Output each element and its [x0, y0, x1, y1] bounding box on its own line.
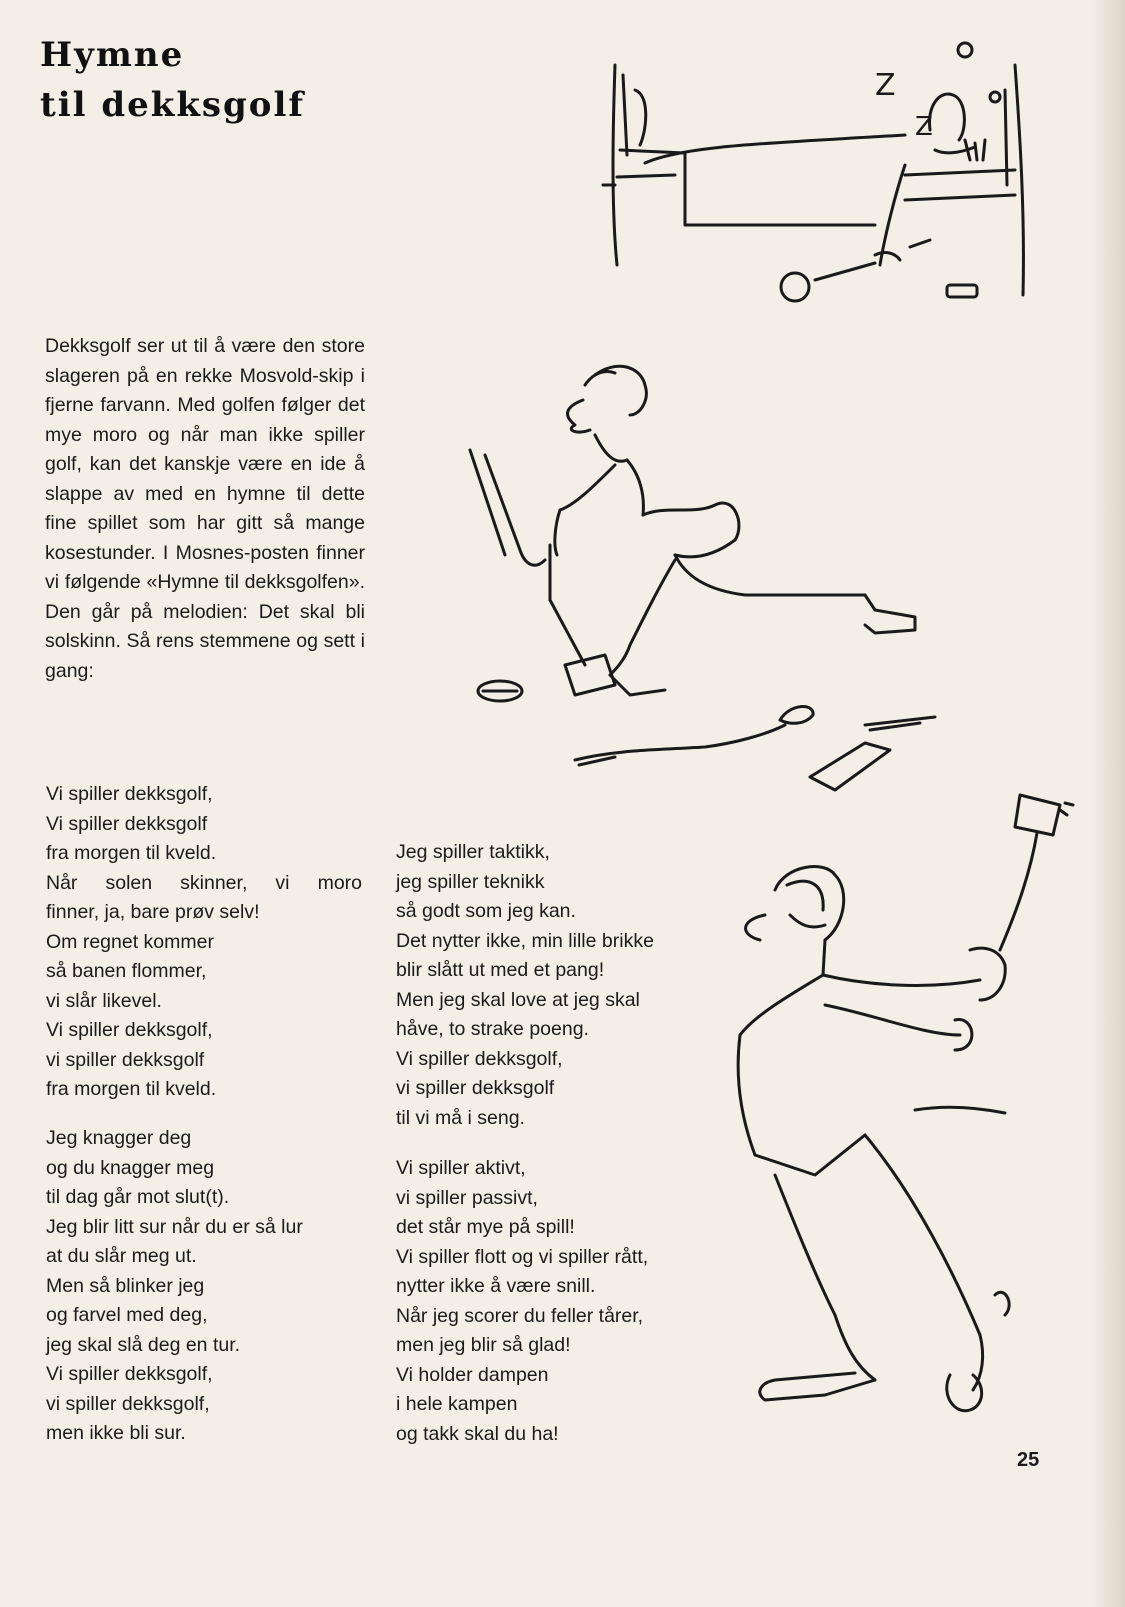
stanza-line: og takk skal du ha!	[396, 1422, 559, 1445]
crouching-golfer-drawing	[465, 355, 945, 715]
stanza-line: det står mye på spill!	[396, 1216, 575, 1238]
stanza-line: nytter ikke å være snill.	[396, 1275, 596, 1297]
stanza-3	[396, 838, 726, 1133]
article-title	[40, 30, 305, 130]
stanza-2	[46, 1124, 376, 1449]
stanza-line: at du slår meg ut.	[46, 1245, 197, 1267]
stanza-line: men jeg blir så glad!	[396, 1334, 571, 1356]
stanza-line: og farvel med deg,	[46, 1304, 208, 1326]
page-number: 25	[1017, 1449, 1040, 1471]
intro-paragraph: Dekksgolf ser ut til å være den store slageren på en rekke Mosvold-skip i fjerne farvann. Med golfen følger det mye moro og når man ikke spiller golf, kan det kanskje være en ide å slappe av med en hymne til dette fine spillet som har gitt så mange kosestunder. I Mosnes-posten finner vi følgende «Hymne til dekksgolfen». Den går på melodien: Det skal bli solskinn. Så rens stemmene og sett i gang:	[45, 335, 365, 682]
cheering-golfer-drawing	[715, 775, 1085, 1425]
stanza-line: så banen flommer,	[46, 960, 207, 982]
stanza-line: fra morgen til kveld.	[46, 1078, 217, 1100]
snore-z-2: Z	[915, 112, 933, 142]
stanza-line: fra morgen til kveld.	[46, 842, 217, 864]
stanza-line: vi spiller dekksgolf	[396, 1077, 555, 1099]
stanza-line: Vi holder dampen	[396, 1363, 549, 1386]
stanza-line: Når jeg scorer du feller tårer,	[396, 1304, 644, 1327]
stanza-line: Jeg spiller taktikk,	[396, 841, 550, 863]
stanza-line: Jeg blir litt sur når du er så lur	[46, 1215, 303, 1238]
stanza-line: Når solen skinner, vi moro	[46, 871, 362, 894]
stanza-line: jeg skal slå deg en tur.	[46, 1333, 241, 1356]
stanza-line: jeg spiller teknikk	[396, 870, 545, 893]
stanza-4	[396, 1154, 726, 1449]
stanza-line: finner, ja, bare prøv selv!	[46, 901, 260, 923]
stanza-line: til vi må i seng.	[396, 1106, 525, 1129]
stanza-line: til dag går mot slut(t).	[46, 1186, 230, 1208]
stanza-line: så godt som jeg kan.	[396, 900, 576, 922]
stanza-line: vi spiller dekksgolf	[46, 1048, 205, 1071]
title-line-2: til dekksgolf	[40, 85, 306, 125]
stanza-line: og du knagger meg	[46, 1156, 215, 1179]
snore-z-1: Z	[875, 68, 896, 103]
stanza-1	[46, 780, 366, 1105]
stanza-line: Vi spiller flott og vi spiller rått,	[396, 1245, 649, 1268]
stanza-line: Vi spiller dekksgolf,	[46, 1363, 213, 1385]
stanza-line: Vi spiller dekksgolf,	[46, 783, 213, 805]
stanza-line: Men så blinker jeg	[46, 1274, 205, 1297]
stanza-line: Jeg knagger deg	[46, 1127, 192, 1149]
stanza-line: blir slått ut med et pang!	[396, 959, 605, 981]
stanza-line: Vi spiller dekksgolf,	[46, 1019, 213, 1041]
stanza-line: vi spiller passivt,	[396, 1186, 538, 1209]
stanza-line: Vi spiller aktivt,	[396, 1157, 526, 1179]
stanza-line: Vi spiller dekksgolf	[46, 812, 208, 835]
title-line-1: Hymne	[40, 35, 185, 75]
sleeping-man-in-bed-drawing	[575, 35, 1055, 315]
stanza-line: Om regnet kommer	[46, 930, 214, 953]
stanza-line: håve, to strake poeng.	[396, 1018, 589, 1040]
stanza-line: vi slår likevel.	[46, 989, 162, 1012]
stanza-line: Det nytter ikke, min lille brikke	[396, 929, 654, 952]
stanza-line: Men jeg skal love at jeg skal	[396, 988, 640, 1011]
stanza-line: i hele kampen	[396, 1393, 518, 1415]
page-gutter-shadow	[1090, 0, 1125, 1607]
stanza-line: men ikke bli sur.	[46, 1422, 186, 1444]
stanza-line: Vi spiller dekksgolf,	[396, 1047, 563, 1070]
stanza-line: vi spiller dekksgolf,	[46, 1392, 210, 1415]
